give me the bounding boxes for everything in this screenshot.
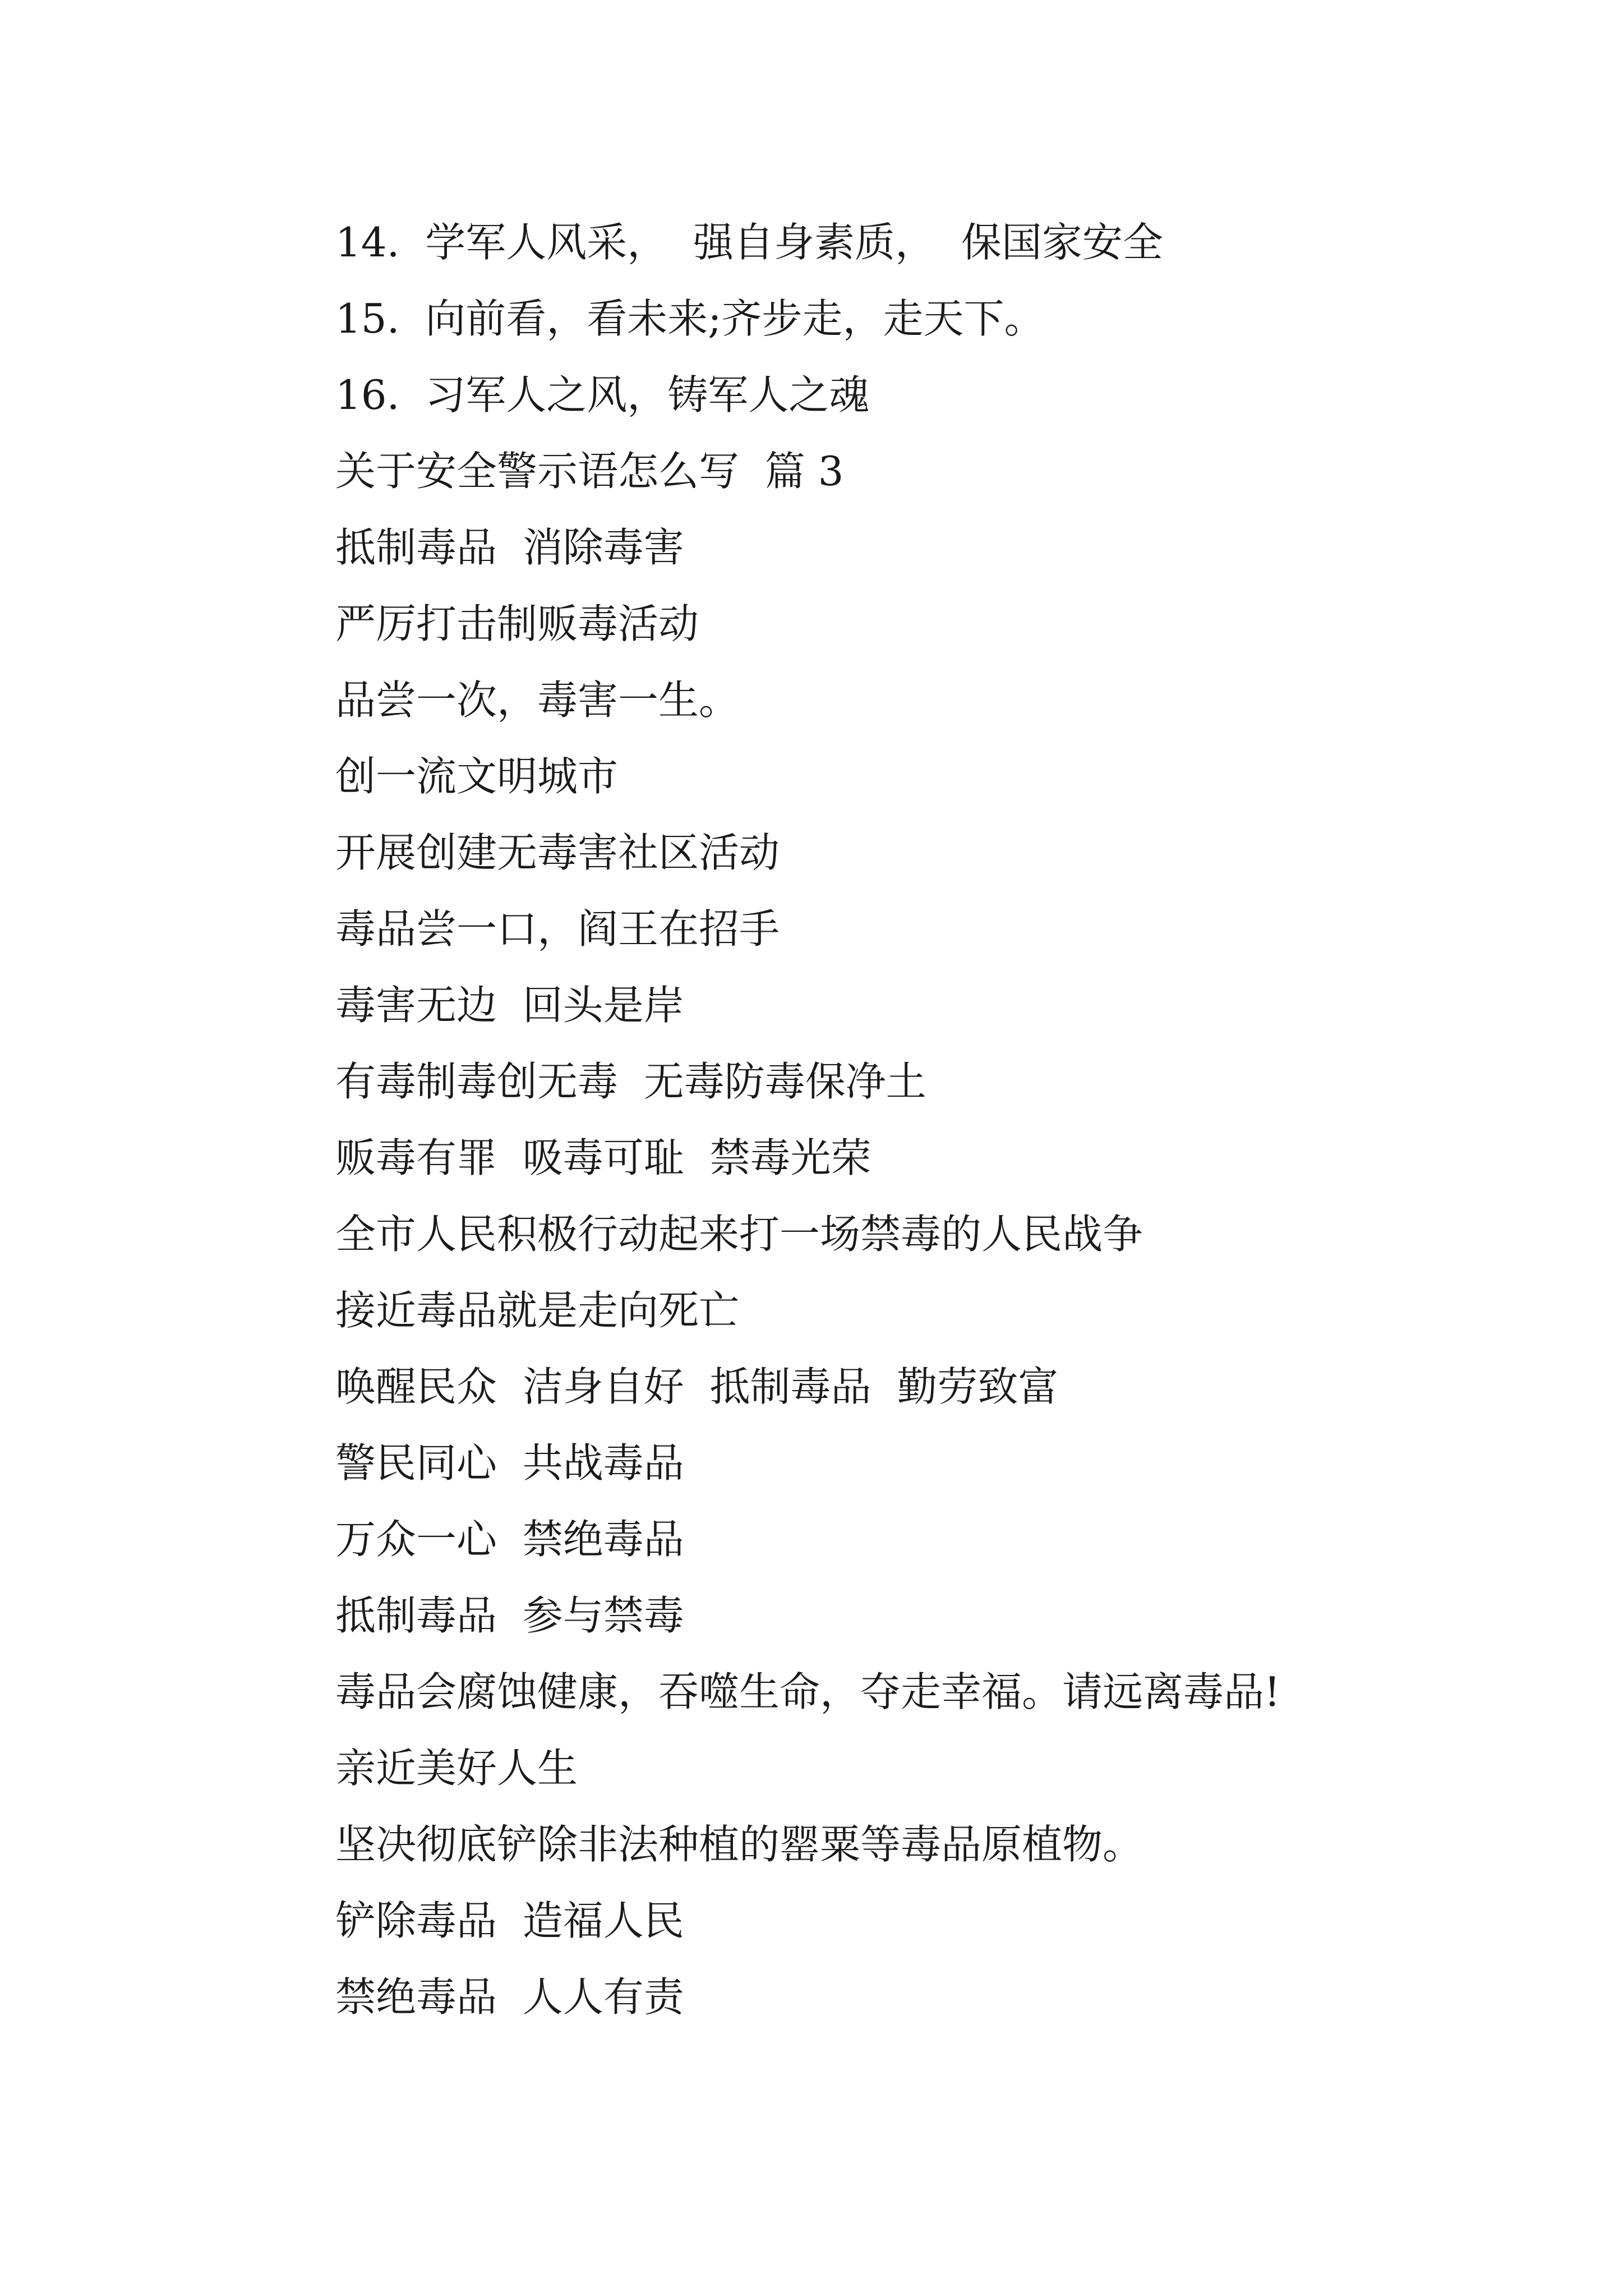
text-line: 14. 学军人风采， 强自身素质， 保国家安全 (335, 219, 1163, 266)
text-line: 毒品会腐蚀健康，吞噬生命，夺走幸福。请远离毒品! (335, 1668, 1280, 1715)
text-line: 接近毒品就是走向死亡 (335, 1287, 740, 1334)
text-line: 亲近美好人生 (335, 1745, 578, 1792)
text-line: 抵制毒品 参与禁毒 (335, 1592, 684, 1639)
text-lines (335, 214, 1457, 2045)
text-line: 有毒制毒创无毒 无毒防毒保净土 (335, 1058, 926, 1105)
text-line: 开展创建无毒害社区活动 (335, 829, 780, 876)
text-line: 创一流文明城市 (335, 753, 619, 800)
text-line: 全市人民积极行动起来打一场禁毒的人民战争 (335, 1211, 1144, 1258)
text-line: 严厉打击制贩毒活动 (335, 600, 699, 647)
text-line: 毒害无边 回头是岸 (335, 982, 684, 1029)
text-line: 毒品尝一口，阎王在招手 (335, 905, 780, 953)
text-line: 贩毒有罪 吸毒可耻 禁毒光荣 (335, 1134, 872, 1181)
text-line: 万众一心 禁绝毒品 (335, 1516, 684, 1563)
text-line: 铲除毒品 造福人民 (335, 1897, 684, 1944)
text-line: 禁绝毒品 人人有责 (335, 1973, 684, 2021)
text-line: 15. 向前看，看未来;齐步走，走天下。 (335, 295, 1045, 342)
text-line: 唤醒民众 洁身自好 抵制毒品 勤劳致富 (335, 1363, 1059, 1410)
text-line: 品尝一次，毒害一生。 (335, 677, 740, 724)
section-heading: 关于安全警示语怎么写 篇 3 (335, 448, 844, 495)
text-line: 抵制毒品 消除毒害 (335, 524, 684, 571)
text-line: 16. 习军人之风，铸军人之魂 (335, 371, 870, 418)
text-line: 警民同心 共战毒品 (335, 1439, 684, 1487)
text-line: 坚决彻底铲除非法种植的罂粟等毒品原植物。 (335, 1821, 1144, 1868)
